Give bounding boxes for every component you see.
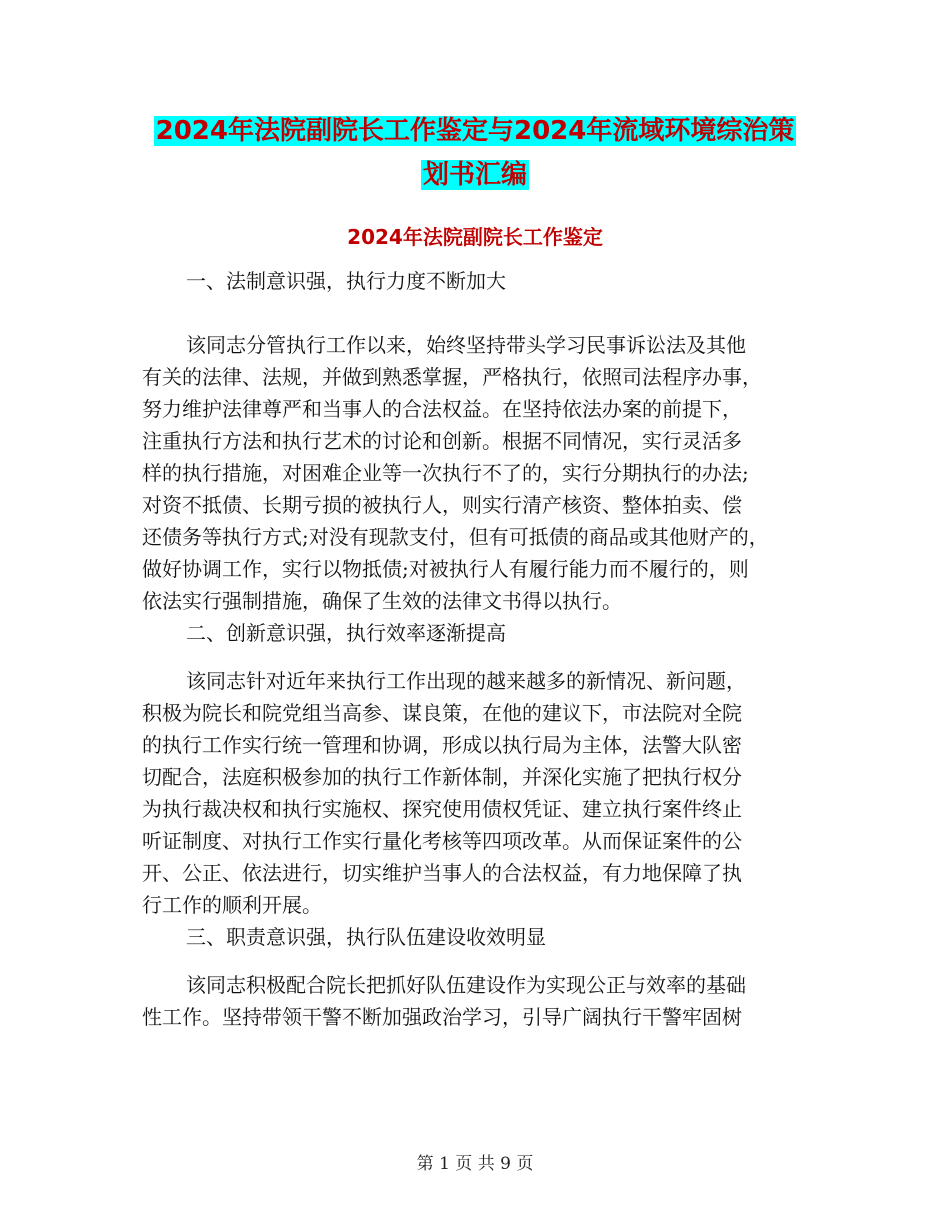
body-line: 做好协调工作，实行以物抵债;对被执行人有履行能力而不履行的，则 <box>142 557 749 581</box>
body-line: 有关的法律、法规，并做到熟悉掌握，严格执行，依照司法程序办事， <box>142 365 762 389</box>
body-line: 该同志针对近年来执行工作出现的越来越多的新情况、新问题， <box>186 669 746 693</box>
body-line: 积极为院长和院党组当高参、谋良策，在他的建议下，市法院对全院 <box>142 701 742 725</box>
main-title-highlight-2: 划书汇编 <box>422 160 527 190</box>
body-line: 还债务等执行方式;对没有现款支付，但有可抵债的商品或其他财产的， <box>142 525 769 549</box>
body-line: 听证制度、对执行工作实行量化考核等四项改革。从而保证案件的公 <box>142 829 742 853</box>
body-line: 该同志积极配合院长把抓好队伍建设作为实现公正与效率的基础 <box>186 973 746 997</box>
page-footer: 第 1 页 共 9 页 <box>416 1154 534 1174</box>
section-title: 2024年法院副院长工作鉴定 <box>347 225 603 249</box>
main-title-line-1 <box>0 112 950 150</box>
body-line: 行工作的顺利开展。 <box>142 893 322 917</box>
body-line: 开、公正、依法进行，切实维护当事人的合法权益，有力地保障了执 <box>142 861 742 885</box>
body-line: 该同志分管执行工作以来，始终坚持带头学习民事诉讼法及其他 <box>186 333 746 357</box>
body-line: 切配合，法庭积极参加的执行工作新体制，并深化实施了把执行权分 <box>142 765 742 789</box>
body-line: 样的执行措施，对困难企业等一次执行不了的，实行分期执行的办法; <box>142 461 749 485</box>
body-line: 为执行裁决权和执行实施权、探究使用债权凭证、建立执行案件终止 <box>142 797 742 821</box>
body-line: 依法实行强制措施，确保了生效的法律文书得以执行。 <box>142 589 622 613</box>
heading-2: 二、创新意识强，执行效率逐渐提高 <box>186 621 506 645</box>
body-line: 的执行工作实行统一管理和协调，形成以执行局为主体，法警大队密 <box>142 733 742 757</box>
main-title-highlight-1: 2024年法院副院长工作鉴定与2024年流域环境综治策 <box>155 116 795 146</box>
heading-1: 一、法制意识强，执行力度不断加大 <box>186 269 506 293</box>
body-line: 对资不抵债、长期亏损的被执行人，则实行清产核资、整体拍卖、偿 <box>142 493 742 517</box>
body-line: 努力维护法律尊严和当事人的合法权益。在坚持依法办案的前提下， <box>142 397 742 421</box>
heading-3: 三、职责意识强，执行队伍建设收效明显 <box>186 925 546 949</box>
body-line: 注重执行方法和执行艺术的讨论和创新。根据不同情况，实行灵活多 <box>142 429 742 453</box>
main-title-line-2 <box>0 156 950 194</box>
body-line: 性工作。坚持带领干警不断加强政治学习，引导广阔执行干警牢固树 <box>142 1005 742 1029</box>
